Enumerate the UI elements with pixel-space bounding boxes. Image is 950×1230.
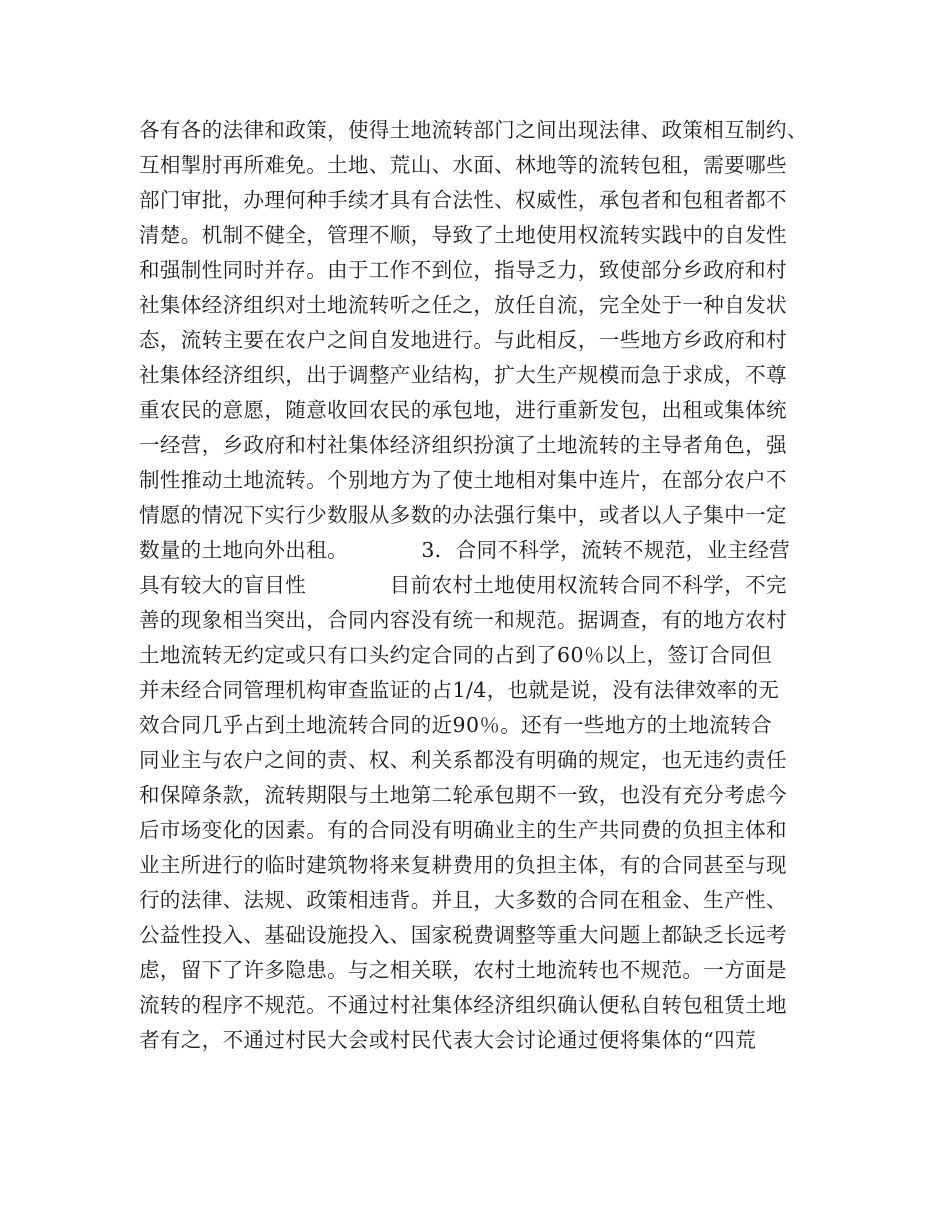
text-line: 公益性投入、基础设施投入、国家税费调整等重大问题上都缺乏长远考 — [139, 923, 787, 947]
text-line: 态，流转主要在农户之间自发地进行。与此相反，一些地方乡政府和村 — [139, 328, 787, 352]
text-line: 和强制性同时并存。由于工作不到位，指导乏力，致使部分乡政府和村 — [139, 258, 787, 282]
text-line: 具有较大的盲目性 目前农村土地使用权流转合同不科学，不完 — [139, 573, 787, 597]
text-line: 数量的土地向外出租。 3．合同不科学，流转不规范，业主经营 — [139, 538, 791, 562]
text-line: 同业主与农户之间的责、权、利关系都没有明确的规定，也无违约责任 — [139, 748, 787, 772]
text-line: 者有之，不通过村民大会或村民代表大会讨论通过便将集体的“四荒 — [139, 1028, 756, 1052]
text-line: 效合同几乎占到土地流转合同的近90％。还有一些地方的土地流转合 — [139, 713, 772, 737]
text-line: 流转的程序不规范。不通过村社集体经济组织确认便私自转包租赁土地 — [139, 993, 787, 1017]
text-line: 互相掣肘再所难免。土地、荒山、水面、林地等的流转包租，需要哪些 — [139, 153, 787, 177]
text-line: 后市场变化的因素。有的合同没有明确业主的生产共同费的负担主体和 — [139, 818, 787, 842]
text-line: 各有各的法律和政策，使得土地流转部门之间出现法律、政策相互制约、 — [139, 118, 808, 142]
text-line: 社集体经济组织，出于调整产业结构，扩大生产规模而急于求成，不尊 — [139, 363, 787, 387]
text-line: 部门审批，办理何种手续才具有合法性、权威性，承包者和包租者都不 — [139, 188, 787, 212]
text-line: 和保障条款，流转期限与土地第二轮承包期不一致，也没有充分考虑今 — [139, 783, 787, 807]
text-line: 并未经合同管理机构审查监证的占1/4，也就是说，没有法律效率的无 — [139, 678, 780, 702]
text-line: 一经营，乡政府和村社集体经济组织扮演了土地流转的主导者角色，强 — [139, 433, 787, 457]
text-line: 情愿的情况下实行少数服从多数的办法强行集中，或者以人子集中一定 — [139, 503, 787, 527]
text-line: 善的现象相当突出，合同内容没有统一和规范。据调查，有的地方农村 — [139, 608, 787, 632]
text-line: 清楚。机制不健全，管理不顺，导致了土地使用权流转实践中的自发性 — [139, 223, 787, 247]
body-text — [139, 113, 829, 1058]
text-line: 行的法律、法规、政策相违背。并且，大多数的合同在租金、生产性、 — [139, 888, 787, 912]
text-line: 社集体经济组织对土地流转听之任之，放任自流，完全处于一种自发状 — [139, 293, 787, 317]
text-line: 土地流转无约定或只有口头约定合同的占到了60％以上，签订合同但 — [139, 643, 772, 667]
text-line: 重农民的意愿，随意收回农民的承包地，进行重新发包，出租或集体统 — [139, 398, 787, 422]
text-line: 制性推动土地流转。个别地方为了使土地相对集中连片，在部分农户不 — [139, 468, 787, 492]
text-line: 业主所进行的临时建筑物将来复耕费用的负担主体，有的合同甚至与现 — [139, 853, 787, 877]
text-line: 虑，留下了许多隐患。与之相关联，农村土地流转也不规范。一方面是 — [139, 958, 787, 982]
